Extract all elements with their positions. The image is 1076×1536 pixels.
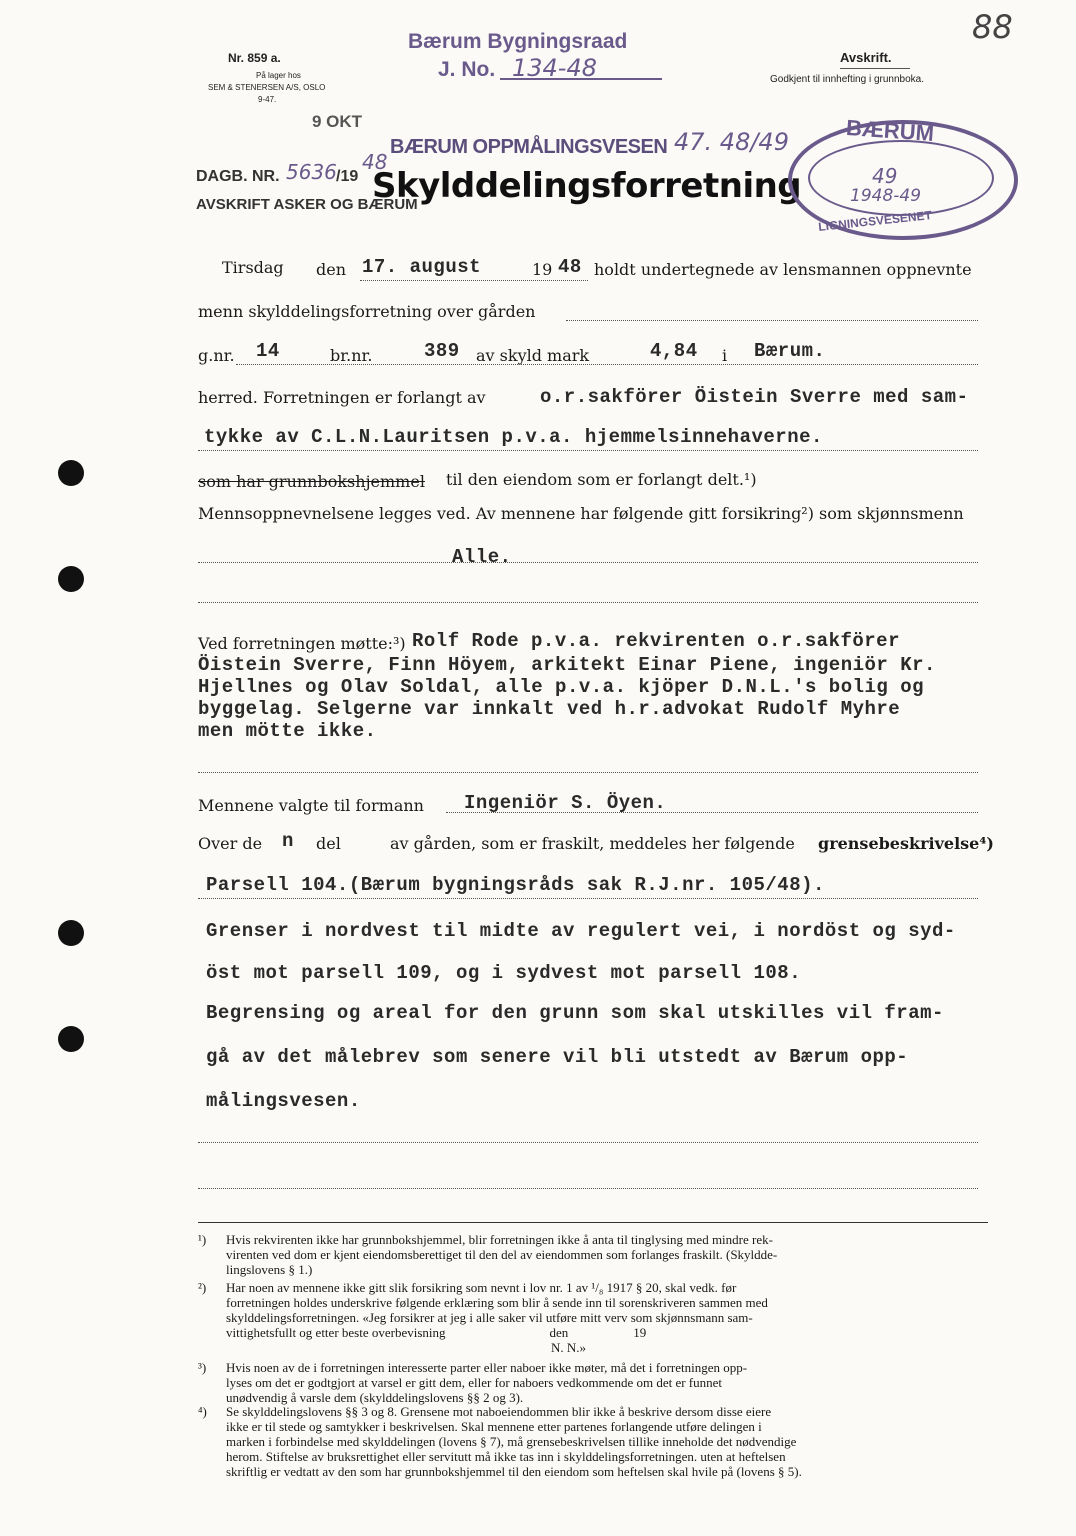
mote-4: byggelag. Selgerne var innkalt ved h.r.advokat Rudolf Myhre — [198, 698, 901, 720]
grense-4: Begrensing og areal for den grunn som skal utskilles vil fram- — [206, 1002, 944, 1024]
footnote-4-line: skriftlig er vedtatt av den som har grunnbokshjemmel til den eiendom som heftelsen skal hvile på (lovens § 5). — [226, 1464, 802, 1479]
seal-mid-1: 49 — [872, 164, 898, 188]
seal-top-text: BÆRUM — [845, 114, 935, 147]
over-de-label: Over de — [198, 834, 263, 853]
forlangt-av-2: tykke av C.L.N.Lauritsen p.v.a. hjemmelsinnehaverne. — [204, 426, 823, 448]
footnote-2-line: N. N.» — [226, 1340, 587, 1355]
menn-text: menn skylddelingsforretning over gården — [198, 302, 536, 321]
footnote-4-line: herom. Stiftelse av bruksrettighet eller servitutt må ikke tas inn i skylddelingsforretningen. uten at heftelsen — [226, 1449, 786, 1464]
footnote-3-line: lyses om det er godtgjort at varsel er gitt dem, eller for naboers vedkommende om det er funnet — [226, 1375, 723, 1390]
formann-value: Ingeniör S. Öyen. — [464, 792, 667, 814]
footnote-1-line: virenten ved dom er kjent eiendomsberettiget til den del av eiendommen som forlanges fraskilt. (Skyldde- — [226, 1247, 778, 1262]
gard-dots — [566, 320, 978, 321]
oppmaling-ref: 47. 48/49 — [674, 128, 789, 156]
eiendom-text: til den eiendom som er forlangt delt.¹) — [446, 470, 757, 489]
grense-2: Grenser i nordvest til midte av regulert vei, i nordöst og syd- — [206, 920, 956, 942]
printer-line-3: 9-47. — [258, 95, 277, 104]
bygningsraad-stamp: Bærum Bygningsraad — [408, 30, 628, 53]
footnote-separator — [198, 1222, 988, 1223]
jno-underline — [500, 78, 662, 80]
mote-1: Rolf Rode p.v.a. rekvirenten o.r.sakförer — [412, 630, 900, 652]
gnr-label: g.nr. — [198, 346, 235, 365]
jno-label: J. No. — [438, 58, 496, 81]
dagb-value: 5636 — [286, 160, 337, 184]
footnote-2-line: vittighetsfullt og etter beste overbevisning den 19 — [226, 1325, 647, 1340]
date-stamp: 9 OKT — [312, 112, 363, 131]
avskrift-asker: AVSKRIFT ASKER OG BÆRUM — [196, 196, 418, 213]
date-dots — [360, 280, 588, 281]
footnote-2-line: skylddelingsforretningen. «Jeg forsikrer at jeg i alle saker vil utføre mitt verv som skjønnsmann sam- — [226, 1310, 753, 1325]
punch-hole-2 — [58, 566, 84, 592]
i-label: i — [722, 346, 728, 365]
footnote-1-line: lingslovens § 1.) — [226, 1262, 313, 1277]
page-title: Skylddelingsforretning — [372, 166, 802, 206]
mote-label: Ved forretningen møtte:³) — [198, 634, 406, 653]
footnote-4-line: Se skylddelingslovens §§ 3 og 8. Grensene mot naboeiendommen blir ikke å beskrive dersom disse eiere — [226, 1404, 772, 1419]
avskrift-sub: Godkjent til innhefting i grunnboka. — [770, 74, 924, 85]
year-prefix: 19 — [532, 260, 553, 279]
kommune-value: Bærum. — [754, 340, 826, 362]
den-label: den — [316, 260, 347, 279]
year-value: 48 — [558, 256, 582, 278]
mote-3: Hjellnes og Olav Soldal, alle p.v.a. kjöper D.N.L.'s bolig og — [198, 676, 925, 698]
alle-dots — [198, 562, 978, 563]
weekday: Tirsdag — [222, 258, 284, 277]
gnr-value: 14 — [256, 340, 280, 362]
punch-hole-3 — [58, 920, 84, 946]
dagb-year-prefix: /19 — [336, 168, 359, 185]
grense-1: Parsell 104.(Bærum bygningsråds sak R.J.nr. 105/48). — [206, 874, 825, 896]
jno-value: 134-48 — [512, 54, 598, 82]
struck-grunnbok: som har grunnbokshjemmel — [198, 472, 425, 491]
dagb-label: DAGB. NR. — [196, 168, 280, 185]
dagb-year-value: 48 — [362, 150, 388, 174]
date-value: 17. august — [362, 256, 482, 278]
punch-hole-1 — [58, 460, 84, 486]
grense-dots-1 — [198, 898, 978, 899]
forlangt-av-1: o.r.sakförer Öistein Sverre med sam- — [540, 386, 969, 408]
footnote-2-line: forretningen holdes underskrive følgende erklæring som blir å sende inn til sorenskriveren sammen med — [226, 1295, 768, 1310]
holdt-text: holdt undertegnede av lensmannen oppnevnte — [594, 260, 972, 279]
mote-5: men mötte ikke. — [198, 720, 377, 742]
punch-hole-4 — [58, 1026, 84, 1052]
footnote-4-line: ikke er til stede og samtykker i beskrivelsen. Skal mennene etter partenes forlangende utføre delingen i — [226, 1419, 762, 1434]
formann-label: Mennene valgte til formann — [198, 796, 424, 815]
skyld-value: 4,84 — [650, 340, 698, 362]
gnr-dots — [236, 364, 978, 365]
footnote-3-line: unødvendig å varsle dem (skylddelingslovens §§ 2 og 3). — [226, 1390, 524, 1405]
footnote-1-number: ¹) — [198, 1232, 207, 1247]
mote-dots — [198, 772, 978, 773]
seal-mid-2: 1948-49 — [850, 186, 922, 206]
footnote-1-line: Hvis rekvirenten ikke har grunnbokshjemmel, blir forretningen ikke å anta til tinglysing med mindre rek- — [226, 1232, 773, 1247]
grense-dots-3 — [198, 1188, 978, 1189]
del-label: del — [316, 834, 341, 853]
oppmaling-stamp: BÆRUM OPPMÅLINGSVESEN — [390, 136, 668, 158]
mote-2: Öistein Sverre, Finn Höyem, arkitekt Einar Piene, ingeniör Kr. — [198, 654, 936, 676]
grense-3: öst mot parsell 109, og i sydvest mot parsell 108. — [206, 962, 802, 984]
printer-line-2: SEM & STENERSEN A/S, OSLO — [208, 83, 326, 92]
fraskilt-text: av gården, som er fraskilt, meddeles her følgende — [390, 834, 795, 853]
footnote-2-line: Har noen av mennene ikke gitt slik forsikring som nevnt i lov nr. 1 av ¹/₈ 1917 § 20, skal vedk. før — [226, 1280, 737, 1295]
grense-dots-2 — [198, 1142, 978, 1143]
page-number: 88 — [972, 8, 1013, 46]
seal-bottom-text: LIGNINGSVESENET — [817, 208, 933, 234]
footnote-4-line: marken i forbindelse med skylddelingen (lovens § 7), må grensebeskrivelsen tillike inneholde det nødvendige — [226, 1434, 797, 1449]
alle-value: Alle. — [452, 546, 512, 568]
brnr-value: 389 — [424, 340, 460, 362]
forlangt-dots — [198, 450, 978, 451]
grense-6: målingsvesen. — [206, 1090, 361, 1112]
forsikring-dots — [198, 602, 978, 603]
formann-dots — [446, 812, 978, 813]
footnote-2-number: ²) — [198, 1280, 207, 1295]
brnr-label: br.nr. — [330, 346, 373, 365]
grense-label: grensebeskrivelse⁴) — [818, 834, 994, 853]
grense-5: gå av det målebrev som senere vil bli utstedt av Bærum opp- — [206, 1046, 909, 1068]
mennsoppnevnelse: Mennsoppnevnelsene legges ved. Av mennene har følgende gitt forsikring²) som skjønnsmenn — [198, 504, 964, 523]
avskrift-underline — [840, 68, 910, 69]
over-n-value: n — [282, 830, 294, 852]
skyld-label: av skyld mark — [476, 346, 590, 365]
avskrift-title: Avskrift. — [840, 50, 892, 65]
footnote-3-number: ³) — [198, 1360, 207, 1375]
footnote-3-line: Hvis noen av de i forretningen interesserte parter eller naboer ikke møter, må det i forretningen opp- — [226, 1360, 748, 1375]
printer-line-1: På lager hos — [256, 71, 301, 80]
herred-label: herred. Forretningen er forlangt av — [198, 388, 486, 407]
form-number: Nr. 859 a. — [228, 51, 281, 65]
footnote-4-number: ⁴) — [198, 1404, 207, 1419]
